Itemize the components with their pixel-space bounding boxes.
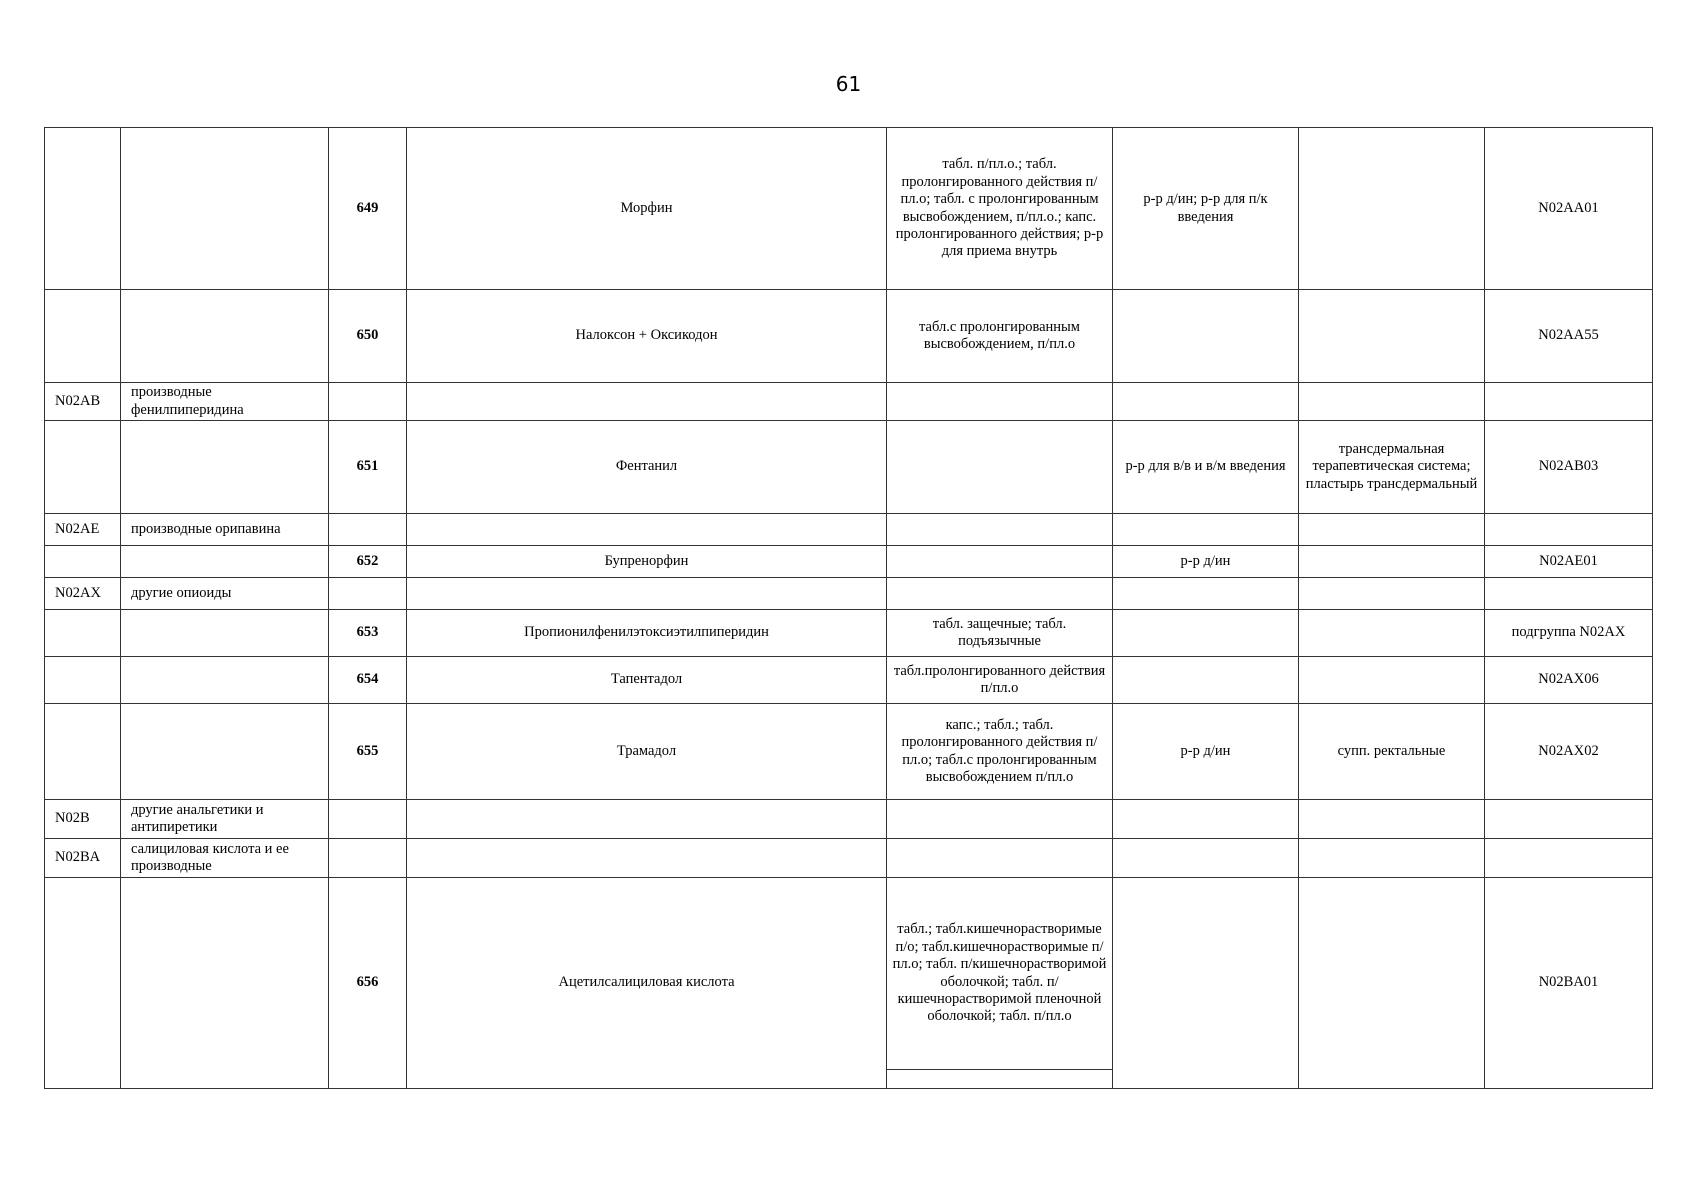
dosage-form-oral [887,546,1113,578]
group-row [45,383,1653,421]
group-code: N02B [45,800,121,839]
dosage-form-oral-cell [887,878,1113,1089]
dosage-form-other: супп. ректальные [1299,704,1485,800]
dosage-form-oral: табл. п/пл.о.; табл. пролонгированного действия п/пл.о; табл. с пролонгированным высвобождением, п/пл.о.; капс. пролонгированного действия; р-р для приема внутрь [887,128,1113,290]
drug-name: Тапентадол [407,657,887,704]
dosage-form-injection: р-р для в/в и в/м введения [1113,421,1299,514]
group-row [45,578,1653,610]
group-row [45,839,1653,878]
dosage-form-injection [1113,657,1299,704]
dosage-form-oral: табл.; табл.кишечнорастворимые п/о; табл.кишечнорастворимые п/пл.о; табл. п/кишечнорастворимой оболочкой; табл. п/кишечнорастворимой пленочной оболочкой; табл. п/пл.о [892,921,1107,1025]
page-number: 61 [835,72,862,96]
item-number: 650 [329,290,407,383]
group-code: N02AX [45,578,121,610]
dosage-form-other [1299,878,1485,1089]
atc-code: N02AA01 [1485,128,1653,290]
cell-divider [887,1069,1112,1088]
table-row [45,128,1653,290]
dosage-form-oral: капс.; табл.; табл. пролонгированного действия п/пл.о; табл.с пролонгированным высвобождением п/пл.о [887,704,1113,800]
group-name: производные орипавина [121,514,329,546]
group-code: N02AE [45,514,121,546]
group-name: другие анальгетики и антипиретики [121,800,329,839]
atc-code: N02AE01 [1485,546,1653,578]
group-name: производные фенилпиперидина [121,383,329,421]
dosage-form-other: трансдермальная терапевтическая система; пластырь трансдермальный [1299,421,1485,514]
atc-code: N02AB03 [1485,421,1653,514]
drug-name: Налоксон + Оксикодон [407,290,887,383]
dosage-form-injection [1113,610,1299,657]
group-row [45,800,1653,839]
item-number: 656 [329,878,407,1089]
table-row [45,421,1653,514]
table-row [45,610,1653,657]
atc-code: N02AX06 [1485,657,1653,704]
atc-code: N02AX02 [1485,704,1653,800]
dosage-form-oral: табл. защечные; табл. подъязычные [887,610,1113,657]
dosage-form-injection: р-р д/ин; р-р для п/к введения [1113,128,1299,290]
group-name: другие опиоиды [121,578,329,610]
drug-name: Фентанил [407,421,887,514]
group-code: N02BA [45,839,121,878]
drug-name: Бупренорфин [407,546,887,578]
drug-name: Пропионилфенилэтоксиэтилпиперидин [407,610,887,657]
item-number: 653 [329,610,407,657]
dosage-form-other [1299,290,1485,383]
dosage-form-other [1299,610,1485,657]
drug-name: Трамадол [407,704,887,800]
item-number: 652 [329,546,407,578]
dosage-form-oral: табл.с пролонгированным высвобождением, п/пл.о [887,290,1113,383]
atc-code: N02BA01 [1485,878,1653,1089]
dosage-form-other [1299,657,1485,704]
table-row [45,704,1653,800]
group-code: N02AB [45,383,121,421]
table-row [45,878,1653,1089]
dosage-form-oral: табл.пролонгированного действия п/пл.о [887,657,1113,704]
dosage-form-injection [1113,878,1299,1089]
item-number: 655 [329,704,407,800]
dosage-form-injection [1113,290,1299,383]
dosage-form-injection: р-р д/ин [1113,704,1299,800]
drug-name: Ацетилсалициловая кислота [407,878,887,1089]
group-name: салициловая кислота и ее производные [121,839,329,878]
drug-table [44,127,1653,1089]
table-row [45,546,1653,578]
item-number: 649 [329,128,407,290]
dosage-form-other [1299,128,1485,290]
item-number: 654 [329,657,407,704]
table-row [45,290,1653,383]
group-row [45,514,1653,546]
dosage-form-injection: р-р д/ин [1113,546,1299,578]
table-row [45,657,1653,704]
dosage-form-oral [887,421,1113,514]
item-number: 651 [329,421,407,514]
atc-code: подгруппа N02AX [1485,610,1653,657]
drug-name: Морфин [407,128,887,290]
atc-code: N02AA55 [1485,290,1653,383]
dosage-form-other [1299,546,1485,578]
